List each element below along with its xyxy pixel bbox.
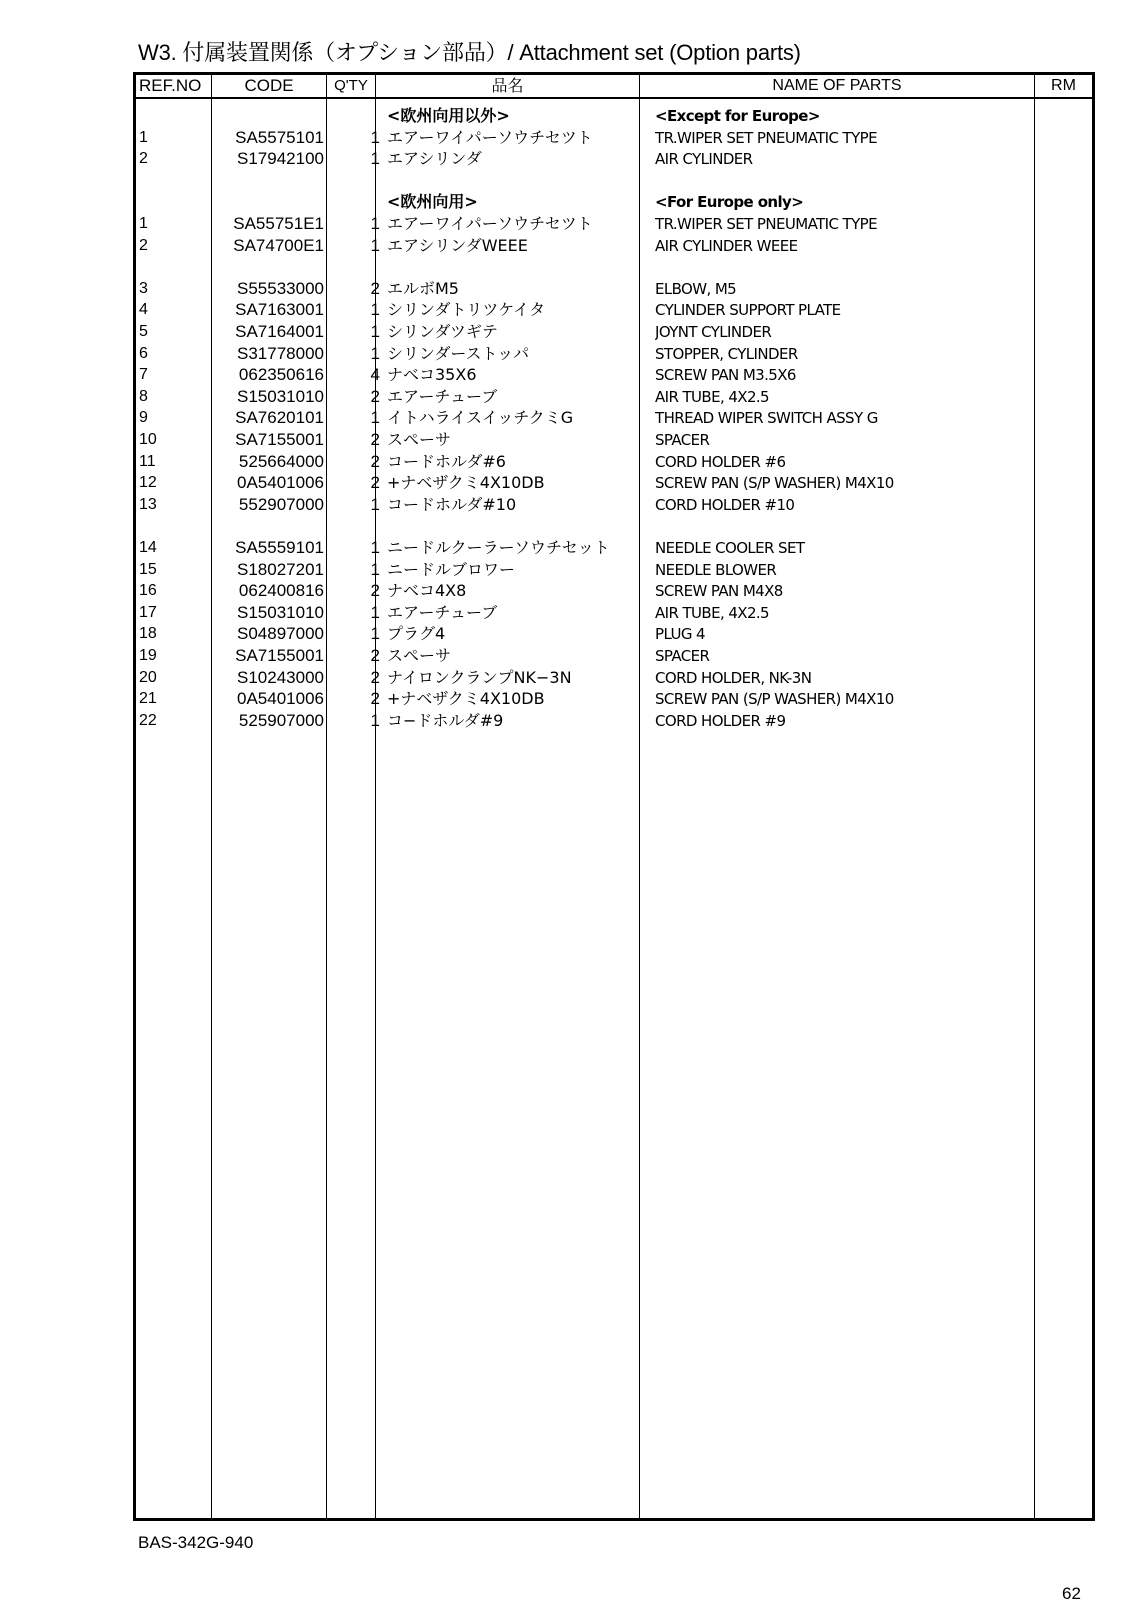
jp-name-cell: エアシリンダWEEE [387,235,528,255]
part-name-cell: <Except for Europe> [655,107,820,125]
table-row [136,602,1092,624]
qty-cell: 1 [370,343,380,363]
table-row [136,710,1092,732]
ref-no-cell: 10 [139,431,157,448]
code-cell: SA7155001 [235,430,324,449]
part-name-cell: CYLINDER SUPPORT PLATE [655,301,841,320]
table-row [136,213,1092,235]
header-name-of-parts: NAME OF PARTS [772,77,902,94]
page-title: W3. 付属装置関係（オプション部品）/ Attachment set (Option parts) [138,40,801,65]
table-row [136,364,1092,386]
ref-no-cell: 22 [139,711,157,729]
code-cell: S55533000 [237,278,324,298]
code-cell: SA5559101 [235,538,324,557]
table-row [136,343,1092,365]
qty-cell: 2 [370,689,380,709]
part-name-cell: TR.WIPER SET PNEUMATIC TYPE [655,215,877,233]
table-row [136,386,1092,408]
code-cell [216,256,324,278]
jp-name-cell: コードホルダ#10 [387,494,517,514]
ref-no-cell: 15 [139,560,157,578]
part-name-cell: NEEDLE COOLER SET [655,539,805,557]
table-row [136,235,1092,257]
part-name-cell: SPACER [655,647,710,665]
ref-no-cell: 4 [139,301,148,319]
part-name-cell: <For Europe only> [655,193,804,212]
header-divider [136,97,1092,99]
table-row [136,148,1092,170]
part-name-cell: AIR CYLINDER WEEE [655,236,798,255]
code-cell: S31778000 [237,343,324,363]
jp-name-cell: シリンダツギテ [387,322,498,341]
document-code: BAS-342G-940 [138,1533,254,1552]
ref-no-cell: 2 [139,150,148,168]
jp-name-cell: エアーワイパーソウチセツト [387,214,593,233]
table-row [136,127,1092,149]
jp-name-cell: コードホルダ#6 [387,451,506,471]
qty-cell: 1 [370,624,380,644]
code-cell: S15031010 [237,386,324,406]
ref-no-cell: 17 [139,603,157,621]
qty-cell: 1 [370,408,380,428]
qty-cell: 1 [370,538,380,557]
qty-cell [332,515,380,537]
ref-no-cell: 3 [139,279,148,297]
qty-cell: 1 [370,149,380,169]
blank-row [136,256,1092,278]
header-jp-name: 品名 [491,76,524,95]
qty-cell: 1 [370,127,380,147]
ref-no-cell [139,256,211,278]
qty-cell: 1 [370,559,380,579]
section-header-row [136,191,1092,213]
qty-cell: 1 [370,494,380,514]
code-cell: 0A5401006 [237,473,324,493]
ref-no-cell: 2 [139,236,148,254]
table-row [136,407,1092,429]
jp-name-cell: エアシリンダ [387,149,482,169]
part-name-cell: SCREW PAN M3.5X6 [655,366,796,385]
code-cell [216,515,324,537]
jp-name-cell: エルボM5 [387,278,459,298]
table-row [136,451,1092,473]
jp-name-cell: ナベコ4X8 [387,581,467,601]
jp-name-cell: エアーチューブ [387,386,498,406]
table-row [136,645,1092,667]
ref-no-cell: 8 [139,387,148,405]
ref-no-cell [139,515,211,537]
code-cell: 552907000 [238,494,324,514]
qty-cell: 2 [370,430,380,449]
code-cell: SA7620101 [235,408,324,428]
qty-cell: 2 [370,667,380,687]
jp-name-cell: ニードルブロワー [387,559,516,579]
table-row [136,472,1092,494]
part-name-cell [655,170,1060,192]
jp-name-cell: ナイロンクランプNK−3N [387,667,572,687]
part-name-cell: AIR CYLINDER [655,150,753,169]
ref-no-cell [139,105,211,127]
part-name-cell: ELBOW, M5 [655,279,737,298]
jp-name-cell: シリンダーストッパ [387,343,530,363]
code-cell: SA74700E1 [233,235,324,255]
part-name-cell: SCREW PAN (S/P WASHER) M4X10 [655,474,894,493]
code-cell [216,105,324,127]
part-name-cell: JOYNT CYLINDER [655,323,772,341]
part-name-cell: TR.WIPER SET PNEUMATIC TYPE [655,128,877,147]
ref-no-cell: 9 [139,409,148,427]
ref-no-cell: 16 [139,582,157,600]
qty-cell [332,191,380,213]
code-cell: 525664000 [238,451,324,471]
part-name-cell: SCREW PAN (S/P WASHER) M4X10 [655,690,894,709]
part-name-cell: CORD HOLDER #10 [655,495,795,514]
ref-no-cell: 18 [139,625,157,643]
code-cell: 525907000 [238,710,324,730]
code-cell: SA7164001 [235,322,324,341]
qty-cell: 2 [370,451,380,471]
code-cell: 062400816 [238,581,324,601]
jp-name-cell: コ−ドホルダ#9 [387,710,504,730]
table-row [136,429,1092,451]
ref-no-cell: 12 [139,474,157,492]
jp-name-cell: スペーサ [387,430,452,449]
jp-name-cell: スペーサ [387,646,452,665]
table-row [136,559,1092,581]
ref-no-cell: 14 [139,539,157,556]
part-name-cell: CORD HOLDER #9 [655,711,786,730]
table-row [136,299,1092,321]
parts-table [133,72,1095,1521]
table-row [136,537,1092,559]
jp-name-cell: イトハライスイッチクミG [387,408,574,428]
code-cell: SA55751E1 [233,214,324,233]
ref-no-cell: 21 [139,690,157,708]
ref-no-cell [139,191,211,213]
jp-name-cell: シリンダトリツケイタ [387,300,546,320]
part-name-cell: AIR TUBE, 4X2.5 [655,603,769,622]
section-header-row [136,105,1092,127]
ref-no-cell [139,170,211,192]
jp-name-cell: +ナベザクミ4X10DB [387,473,545,493]
jp-name-cell [387,170,649,192]
qty-cell: 2 [370,278,380,298]
code-cell: 062350616 [238,365,324,385]
part-name-cell: AIR TUBE, 4X2.5 [655,387,769,406]
ref-no-cell: 13 [139,495,157,513]
code-cell: S04897000 [237,624,324,644]
blank-row [136,515,1092,537]
blank-row [136,170,1092,192]
table-row [136,494,1092,516]
part-name-cell: PLUG 4 [655,625,705,644]
part-name-cell: THREAD WIPER SWITCH ASSY G [655,409,878,428]
code-cell: S10243000 [237,667,324,687]
header-rm: RM [1051,77,1076,94]
ref-no-cell: 20 [139,668,157,686]
ref-no-cell: 11 [139,452,156,470]
page-number: 62 [1062,1584,1081,1603]
table-row [136,667,1092,689]
part-name-cell: SCREW PAN M4X8 [655,582,783,601]
part-name-cell: CORD HOLDER #6 [655,452,786,471]
code-cell: 0A5401006 [237,689,324,709]
ref-no-cell: 7 [139,366,148,384]
qty-cell: 1 [370,214,380,233]
code-cell: S17942100 [237,149,324,169]
part-name-cell: SPACER [655,431,710,449]
qty-cell: 1 [370,710,380,730]
header-ref-no: REF.NO [139,76,202,95]
table-row [136,321,1092,343]
jp-name-cell: エアーチューブ [387,602,498,622]
qty-cell: 2 [370,473,380,493]
qty-cell [332,170,380,192]
jp-name-cell: ナベコ35X6 [387,365,477,385]
header-qty: Q'TY [334,77,368,94]
code-cell: SA7163001 [235,300,324,320]
code-cell: S15031010 [237,602,324,622]
qty-cell: 1 [370,602,380,622]
qty-cell: 2 [370,581,380,601]
jp-name-cell: +ナベザクミ4X10DB [387,689,545,709]
ref-no-cell: 5 [139,323,148,340]
part-name-cell: NEEDLE BLOWER [655,560,777,579]
qty-cell: 2 [370,386,380,406]
ref-no-cell: 6 [139,344,148,362]
jp-name-cell: エアーワイパーソウチセツト [387,127,593,147]
qty-cell: 1 [370,300,380,320]
table-row [136,580,1092,602]
jp-name-cell: プラグ4 [387,624,446,644]
ref-no-cell: 1 [139,215,148,232]
qty-cell [332,256,380,278]
code-cell [216,170,324,192]
part-name-cell [655,515,1060,537]
qty-cell [332,105,380,127]
qty-cell: 1 [370,322,380,341]
code-cell: SA7155001 [235,646,324,665]
ref-no-cell: 19 [139,647,157,664]
table-row [136,688,1092,710]
ref-no-cell: 1 [139,128,148,146]
table-row [136,623,1092,645]
jp-name-cell [387,515,649,537]
part-name-cell [655,256,1060,278]
jp-name-cell: ニードルクーラーソウチセット [387,538,610,557]
jp-name-cell: <欧州向用> [387,192,478,212]
qty-cell: 1 [370,235,380,255]
code-cell: SA5575101 [235,127,324,147]
header-code: CODE [244,76,294,95]
part-name-cell: STOPPER, CYLINDER [655,344,798,363]
jp-name-cell: <欧州向用以外> [387,106,510,125]
qty-cell: 2 [370,646,380,665]
table-row [136,278,1092,300]
qty-cell: 4 [370,365,380,385]
part-name-cell: CORD HOLDER, NK-3N [655,668,812,687]
code-cell [216,191,324,213]
code-cell: S18027201 [237,559,324,579]
jp-name-cell [387,256,649,278]
